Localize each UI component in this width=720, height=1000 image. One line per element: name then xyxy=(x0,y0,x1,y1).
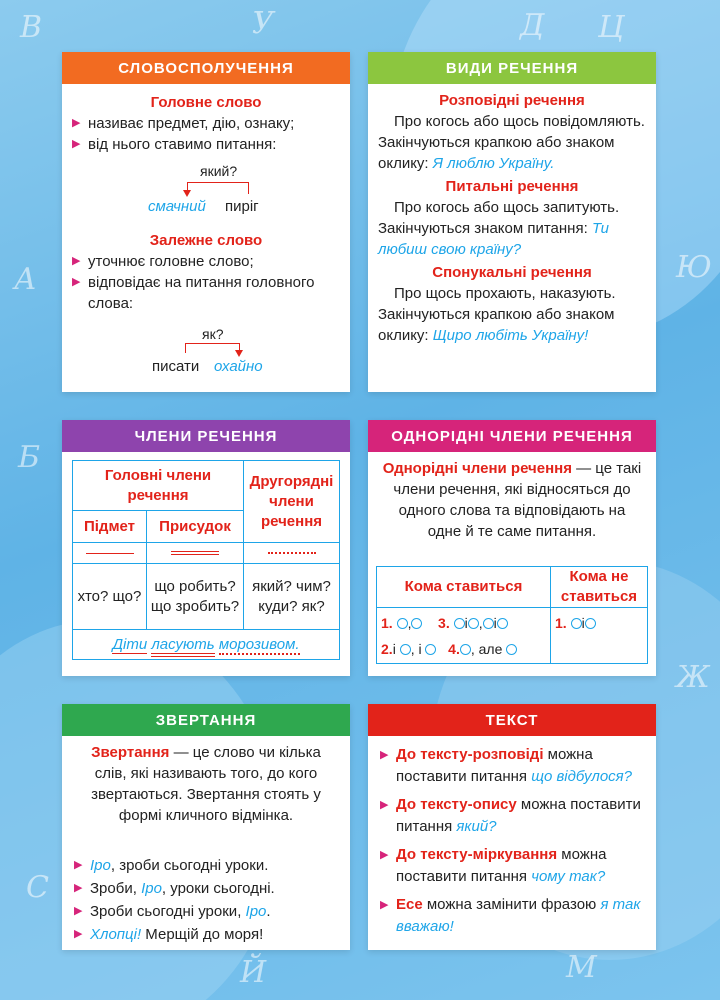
card-odnoridni xyxy=(368,420,656,676)
decoration-letter: В xyxy=(20,10,43,45)
list-item: ▶ називає предмет, дію, ознаку; xyxy=(72,113,340,134)
imperative-example: Щиро любіть Україну! xyxy=(432,327,589,344)
card-header: СЛОВОСПОЛУЧЕННЯ xyxy=(62,52,350,84)
declarative-heading: Розповідні речення xyxy=(439,92,585,109)
main-word: писати xyxy=(152,358,200,375)
card-header: ТЕКСТ xyxy=(368,704,656,736)
card-header: ЧЛЕНИ РЕЧЕННЯ xyxy=(62,420,350,452)
example-predicate: ласують xyxy=(151,636,214,657)
arrow-head xyxy=(183,190,191,197)
card-header: ВИДИ РЕЧЕННЯ xyxy=(368,52,656,84)
secondary-members-header: Другорядні члени речення xyxy=(244,461,340,543)
decoration-letter: Ю xyxy=(676,250,712,285)
address-term: Звертання xyxy=(91,744,170,761)
list-item: ▶ До тексту-міркування можна поставити питання чому так? xyxy=(380,844,646,888)
list-item: ▶ Зроби, Іро, уроки сьогодні. xyxy=(74,877,342,900)
decoration-letter: Ц xyxy=(598,10,625,45)
card-vydy-rechennia xyxy=(368,52,656,392)
card-header: ЗВЕРТАННЯ xyxy=(62,704,350,736)
imperative-heading: Спонукальні речення xyxy=(432,264,592,281)
card-zvertannia xyxy=(62,704,350,950)
list-item: ▶ Іро, зроби сьогодні уроки. xyxy=(74,854,342,877)
no-comma-cases: 1. і xyxy=(551,608,648,664)
arrow-line xyxy=(185,343,186,353)
main-members-header: Головні члени речення xyxy=(73,461,244,511)
decoration-letter: Ж xyxy=(676,660,710,695)
decoration-letter: М xyxy=(566,950,597,985)
arrow-line xyxy=(187,182,249,183)
secondary-underline xyxy=(244,543,340,564)
card-chleny-rechennia xyxy=(62,420,350,676)
card-slovospoluchennia xyxy=(62,52,350,392)
declarative-text: Про когось або щось повідомляють. Закінчуються крапкою або знаком оклику: xyxy=(378,113,645,172)
list-item: ▶ Хлопці! Мерщій до моря! xyxy=(74,923,342,946)
comma-header: Кома ставиться xyxy=(377,567,551,608)
list-item: ▶ відповідає на питання головного слова: xyxy=(72,272,340,314)
declarative-example: Я люблю Україну. xyxy=(432,155,555,172)
card-tekst xyxy=(368,704,656,950)
list-item: ▶ Зроби сьогодні уроки, Іро. xyxy=(74,900,342,923)
list-item: ▶ До тексту-опису можна поставити питання який? xyxy=(380,794,646,838)
list-item: ▶ До тексту-розповіді можна поставити питання що відбулося? xyxy=(380,744,646,788)
decoration-letter: Б xyxy=(18,440,41,475)
predicate-questions: що робить? що зробить? xyxy=(147,564,244,630)
main-word: пиріг xyxy=(225,198,259,215)
interrogative-heading: Питальні речення xyxy=(445,178,579,195)
decoration-letter: Д xyxy=(520,8,545,43)
dependent-word: смачний xyxy=(148,198,206,215)
predicate-underline xyxy=(147,543,244,564)
arrow-line xyxy=(185,343,240,344)
interrogative-example: Ти любиш свою країну? xyxy=(378,220,609,258)
homogeneous-term: Однорідні члени речення xyxy=(382,460,572,477)
question-label: як? xyxy=(202,326,224,342)
list-item: ▶ від нього ставимо питання: xyxy=(72,134,340,155)
no-comma-header: Кома не ставиться xyxy=(551,567,648,608)
arrow-head xyxy=(235,350,243,357)
card-header: ОДНОРІДНІ ЧЛЕНИ РЕЧЕННЯ xyxy=(368,420,656,452)
subject-header: Підмет xyxy=(73,511,147,543)
subject-underline xyxy=(73,543,147,564)
homogeneous-definition: — це такі члени речення, які відносяться до одного слова та відповідають на одне й те саме питання. xyxy=(393,460,642,540)
comma-cases: 1. , 3. і , і 2.і , і 4. , але xyxy=(377,608,551,664)
example-subject: Діти xyxy=(112,635,148,653)
decoration-letter: У xyxy=(252,6,274,41)
list-item: ▶ уточнює головне слово; xyxy=(72,251,340,272)
main-word-heading: Головне слово xyxy=(150,94,262,111)
arrow-line xyxy=(248,182,249,194)
secondary-questions: який? чим? куди? як? xyxy=(244,564,340,630)
dependent-word: охайно xyxy=(214,358,263,375)
predicate-header: Присудок xyxy=(147,511,244,543)
address-definition: — це слово чи кілька слів, які називають того, до кого звертаються. Звертання стоять у формі кличного відмінка. xyxy=(91,744,321,824)
list-item: ▶ Есе можна замінити фразою я так вважаю! xyxy=(380,894,646,938)
decoration-letter: С xyxy=(26,870,49,905)
interrogative-text: Про когось або щось запитують. Закінчуються знаком питання: xyxy=(378,199,620,237)
dependent-word-heading: Залежне слово xyxy=(149,232,263,249)
comma-table xyxy=(376,566,648,664)
members-table xyxy=(72,460,340,660)
question-label: який? xyxy=(200,163,238,179)
decoration-letter: А xyxy=(14,262,37,297)
decoration-letter: Й xyxy=(240,955,267,990)
example-object: морозивом. xyxy=(218,635,300,653)
imperative-text: Про щось прохають, наказують. Закінчуються крапкою або знаком оклику: xyxy=(378,285,616,344)
example-sentence xyxy=(73,630,340,660)
subject-questions: хто? що? xyxy=(73,564,147,630)
